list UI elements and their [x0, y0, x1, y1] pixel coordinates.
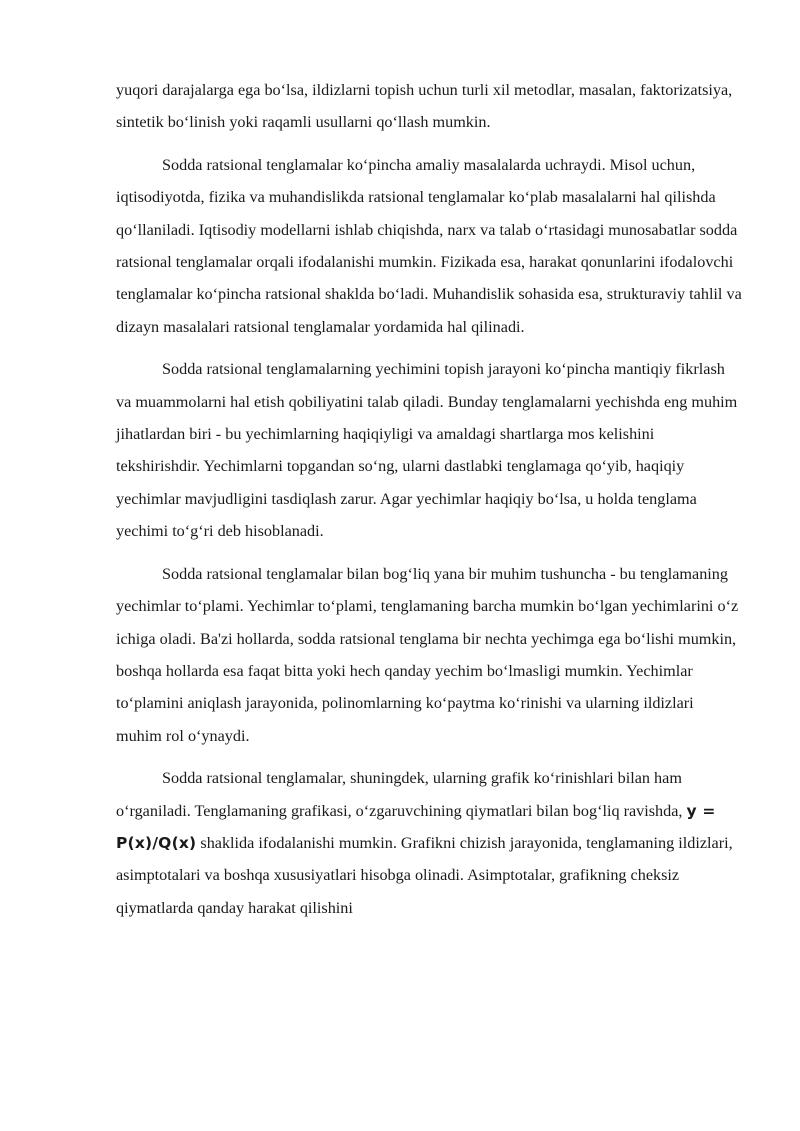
paragraph-5-text-start: Sodda ratsional tenglamalar, shuningdek, ularning grafik ko‘rinishlari bilan ham o‘rganiladi. Tenglamaning grafikasi, o‘zgaruvchining qiymatlari bilan bog‘liq ravishda, — [116, 769, 687, 820]
paragraph-5 — [116, 762, 742, 924]
paragraph-1: yuqori darajalarga ega bo‘lsa, ildizlarni topish uchun turli xil metodlar, masalan, faktorizatsiya, sintetik bo‘linish yoki raqamli usullarni qo‘llash mumkin. — [116, 81, 733, 132]
paragraph-3: Sodda ratsional tenglamalarning yechimini topish jarayoni ko‘pincha mantiqiy fikrlash va muammolarni hal etish qobiliyatini talab qiladi. Bunday tenglamalarni yechishda eng muhim jihatlardan biri - bu yechimlarning haqiqiyligi va amaldagi shartlarga mos kelishini tekshirishdir. Yechimlarni topgandan so‘ng, ularni dastlabki tenglamaga qo‘yib, haqiqiy yechimlar mavjudligini tasdiqlash zarur. Agar yechimlar haqiqiy bo‘lsa, u holda tenglama yechimi to‘g‘ri deb hisoblanadi. — [116, 360, 738, 541]
rational-function-formula: y = P(x)/Q(x) — [116, 801, 716, 852]
paragraph-5-text-end: shaklida ifodalanishi mumkin. Grafikni chizish jarayonida, tenglamaning ildizlari, asimptotalari va boshqa xususiyatlari hisobga olinadi. Asimptotalar, grafikning cheksiz qiymatlarda qanday harakat qilishini — [116, 833, 733, 917]
body-text — [116, 74, 742, 934]
paragraph-4: Sodda ratsional tenglamalar bilan bog‘liq yana bir muhim tushuncha - bu tenglamaning yechimlar to‘plami. Yechimlar to‘plami, tenglamaning barcha mumkin bo‘lgan yechimlarini o‘z ichiga oladi. Ba'zi hollarda, sodda ratsional tenglama bir nechta yechimga ega bo‘lishi mumkin, boshqa hollarda esa faqat bitta yoki hech qanday yechim bo‘lmasligi mumkin. Yechimlar to‘plamini aniqlash jarayonida, polinomlarning ko‘paytma ko‘rinishi va ularning ildizlari muhim rol o‘ynaydi. — [116, 564, 739, 745]
paragraph-2: Sodda ratsional tenglamalar ko‘pincha amaliy masalalarda uchraydi. Misol uchun, iqtisodiyotda, fizika va muhandislikda ratsional tenglamalar ko‘plab masalalarni hal qilishda qo‘llaniladi. Iqtisodiy modellarni ishlab chiqishda, narx va talab o‘rtasidagi munosabatlar sodda ratsional tenglamalar orqali ifodalanishi mumkin. Fizikada esa, harakat qonunlarini ifodalovchi tenglamalar ko‘pincha ratsional shaklda bo‘ladi. Muhandislik sohasida esa, strukturaviy tahlil va dizayn masalalari ratsional tenglamalar yordamida hal qilinadi. — [116, 155, 742, 336]
